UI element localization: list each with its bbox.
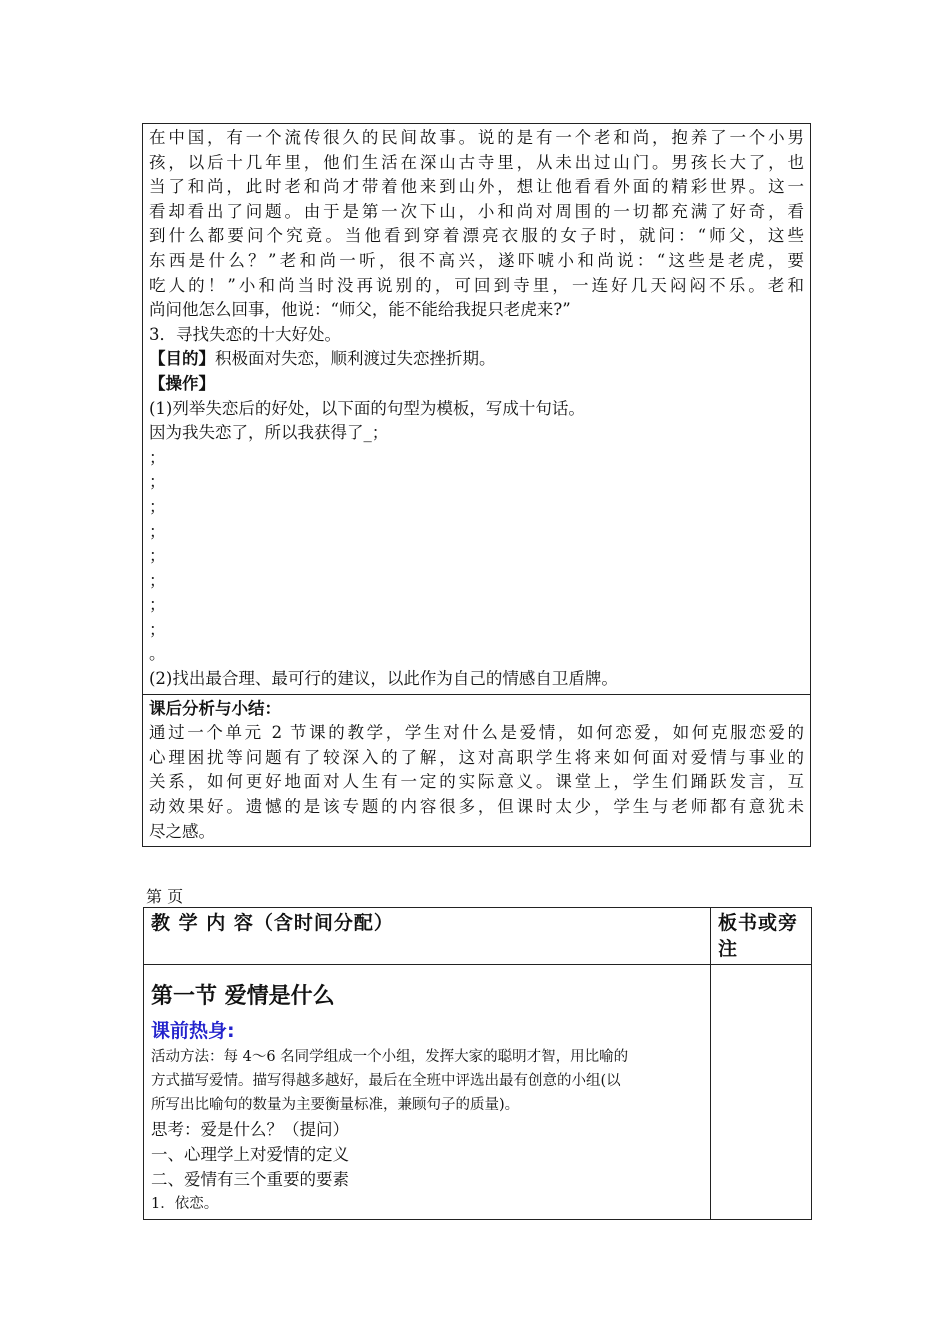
story-line: 尚问他怎么回事，他说：“师父，能不能给我捉只老虎来?” xyxy=(149,300,571,320)
outline-item: 二、爱情有三个重要的要素 xyxy=(151,1170,349,1189)
purpose-text: 积极面对失恋，顺利渡过失恋挫折期。 xyxy=(215,349,496,369)
summary-line: 尽之感。 xyxy=(149,821,215,841)
step-2: (2)找出最合理、最可行的建议，以此作为自己的情感自卫盾牌。 xyxy=(149,669,618,689)
blank-line: ； xyxy=(149,595,166,615)
story-line: 东西是什么？”老和尚一听，很不高兴，遂吓唬小和尚说：“这些是老虎，要 xyxy=(149,250,804,270)
notes-cell xyxy=(711,965,811,1219)
lesson-table xyxy=(143,907,812,1220)
summary-line: 动效果好。遗憾的是该专题的内容很多，但课时太少，学生与老师都有意犹未 xyxy=(149,797,804,817)
content-header-cell xyxy=(144,908,711,964)
lesson-table-continued xyxy=(142,123,811,847)
blank-line: ； xyxy=(149,546,166,566)
blank-line: ； xyxy=(149,619,166,639)
sentence-template: 因为我失恋了，所以我获得了_； xyxy=(149,423,389,443)
story-line: 在中国，有一个流传很久的民间故事。说的是有一个老和尚，抱养了一个小男 xyxy=(149,128,804,147)
story-line: 吃人的！”小和尚当时没再说别的，可回到寺里，一连好几天闷闷不乐。老和 xyxy=(149,275,804,295)
step-1: (1)列举失恋后的好处，以下面的句型为模板，写成十句话。 xyxy=(149,398,585,418)
activity-line: 方式描写爱情。描写得越多越好，最后在全班中评选出最有创意的小组(以 xyxy=(151,1073,621,1089)
blank-line: ； xyxy=(149,496,166,516)
purpose-line xyxy=(149,347,804,372)
activity-title: 3．寻找失恋的十大好处。 xyxy=(149,324,341,344)
notes-header: 板书或旁注 xyxy=(718,912,799,960)
summary-line: 关系，如何更好地面对人生有一定的实际意义。课堂上，学生们踊跃发言，互 xyxy=(149,772,804,792)
blank-line: ； xyxy=(149,570,166,590)
summary-line: 通过一个单元 2 节课的教学，学生对什么是爱情，如何恋爱，如何克服恋爱的 xyxy=(149,723,804,743)
blank-line: ； xyxy=(149,521,166,541)
summary-title: 课后分析与小结： xyxy=(149,698,281,718)
story-line: 到什么都要问个究竟。当他看到穿着漂亮衣服的女子时，就问：“师父，这些 xyxy=(149,226,804,246)
activity-line: 所写出比喻句的数量为主要衡量标准，兼顾句子的质量)。 xyxy=(151,1097,520,1113)
purpose-label: 【目的】 xyxy=(149,349,215,369)
content-cell xyxy=(144,965,711,1219)
notes-header-cell xyxy=(711,908,811,964)
blank-line: 。 xyxy=(149,644,166,664)
content-header: 教 学 内 容（含时间分配） xyxy=(151,912,394,934)
story-line: 看却看出了问题。由于是第一次下山，小和尚对周围的一切都充满了好奇，看 xyxy=(149,201,804,221)
blank-line: ； xyxy=(149,447,166,467)
outline-subitem: 1．依恋。 xyxy=(151,1196,219,1212)
activity-line: 活动方法：每 4～6 名同学组成一个小组，发挥大家的聪明才智，用比喻的 xyxy=(151,1049,629,1065)
page-number-label: 第 页 xyxy=(146,887,184,906)
table-header-row xyxy=(144,908,811,965)
story-line: 孩，以后十几年里，他们生活在深山古寺里，从未出过山门。男孩长大了，也 xyxy=(149,152,804,172)
warmup-title: 课前热身: xyxy=(151,1020,235,1042)
story-line: 当了和尚，此时老和尚才带着他来到山外，想让他看看外面的精彩世界。这一 xyxy=(149,177,804,197)
table-body-row xyxy=(144,965,811,1219)
section-title: 第一节 爱情是什么 xyxy=(151,984,335,1009)
outline-item: 一、心理学上对爱情的定义 xyxy=(151,1145,349,1164)
activity-cell xyxy=(143,124,810,695)
summary-cell xyxy=(143,695,810,847)
operation-label: 【操作】 xyxy=(149,373,215,393)
think-question: 思考：爱是什么？（提问） xyxy=(151,1120,349,1139)
summary-line: 心理困扰等问题有了较深入的了解，这对高职学生将来如何面对爱情与事业的 xyxy=(149,747,804,767)
blank-line: ； xyxy=(149,472,166,492)
